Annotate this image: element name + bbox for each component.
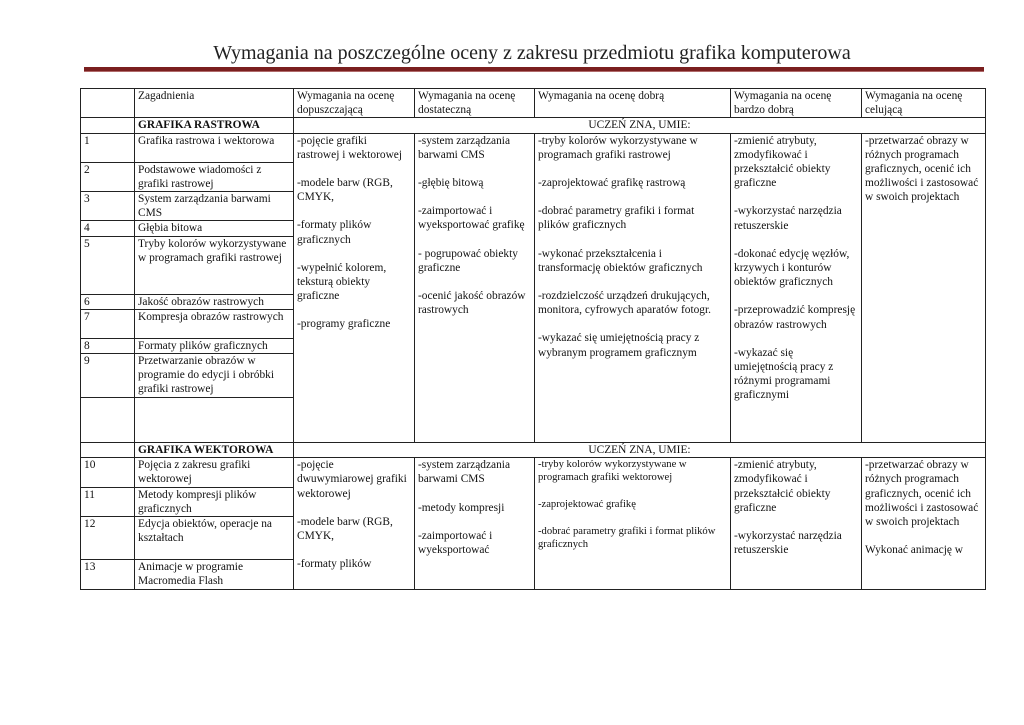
header-topic: Zagadnienia [135, 89, 294, 118]
topic-text: Kompresja obrazów rastrowych [135, 309, 294, 338]
requirement-item: -formaty plików [297, 558, 372, 571]
vector-grade-3-cell [415, 458, 535, 590]
requirement-item: -głębię bitową [418, 177, 484, 190]
empty-cell [135, 398, 294, 443]
requirement-item: -wykazać się umiejętnością pracy z wybranym programem graficznym [538, 332, 700, 359]
requirement-item: -modele barw (RGB, CMYK, [297, 177, 393, 204]
topic-text: Grafika rastrowa i wektorowa [135, 133, 294, 162]
header-grade-4: Wymagania na ocenę dobrą [535, 89, 731, 118]
table-row [81, 133, 986, 162]
topic-text: Edycja obiektów, operacje na kształtach [135, 517, 294, 560]
vector-grade-6-cell [862, 458, 986, 590]
section-subtitle-vector: UCZEŃ ZNA, UMIE: [294, 443, 986, 458]
requirement-item: -ocenić jakość obrazów rastrowych [418, 290, 526, 317]
table-row [81, 458, 986, 487]
requirement-item: -zaprojektować grafikę [538, 499, 636, 511]
raster-grade-3-cell [415, 133, 535, 442]
topic-number: 5 [81, 236, 135, 294]
requirement-item: -zaimportować i wyeksportować grafikę [418, 205, 525, 232]
section-title-vector: GRAFIKA WEKTOROWA [135, 443, 294, 458]
header-row [81, 89, 986, 118]
raster-grade-5-cell [731, 133, 862, 442]
requirement-item: -zmienić atrybuty, zmodyfikować i przekształcić obiekty graficzne [734, 459, 831, 514]
requirement-item: -system zarządzania barwami CMS [418, 134, 511, 161]
requirement-item: -wykonać przekształcenia i transformację obiektów graficznych [538, 247, 703, 274]
topic-number: 3 [81, 192, 135, 221]
vector-grade-4-cell [535, 458, 731, 590]
page-title: Wymagania na poszczególne oceny z zakresu przedmiotu grafika komputerowa [213, 42, 851, 64]
requirement-item: -przetwarzać obrazy w różnych programach graficznych, ocenić ich możliwości i zastosować w swoich projektach [865, 134, 979, 204]
requirement-item: -formaty plików graficznych [297, 219, 372, 246]
requirement-item: -dobrać parametry grafiki i format plików graficznych [538, 526, 716, 551]
section-row-vector [81, 443, 986, 458]
topic-number: 10 [81, 458, 135, 487]
requirement-item: -wykazać się umiejętnością pracy z różnymi programami graficznymi [734, 346, 834, 402]
section-subtitle-raster: UCZEŃ ZNA, UMIE: [294, 118, 986, 133]
title-divider [84, 67, 984, 72]
section-row-raster [81, 118, 986, 133]
requirement-item: -wykorzystać narzędzia retuszerskie [734, 530, 842, 557]
requirement-item: -system zarządzania barwami CMS [418, 459, 511, 486]
requirement-item: -dobrać parametry grafiki i format plików graficznych [538, 205, 695, 232]
topic-number: 9 [81, 354, 135, 398]
requirement-item: -modele barw (RGB, CMYK, [297, 515, 393, 543]
requirement-item: - pogrupować obiekty graficzne [418, 247, 518, 274]
requirement-item: -dokonać edycję węzłów, krzywych i konturów obiektów graficznych [734, 247, 850, 289]
raster-grade-6-cell [862, 133, 986, 442]
topic-text: System zarządzania barwami CMS [135, 192, 294, 221]
topic-number: 2 [81, 162, 135, 191]
section-title-raster: GRAFIKA RASTROWA [135, 118, 294, 133]
topic-text: Jakość obrazów rastrowych [135, 294, 294, 309]
topic-text: Formaty plików graficznych [135, 338, 294, 353]
raster-grade-4-cell [535, 133, 731, 442]
requirement-item: -metody kompresji [418, 501, 505, 514]
section-nr-cell [81, 118, 135, 133]
header-grade-2: Wymagania na ocenę dopuszczającą [294, 89, 415, 118]
topic-text: Tryby kolorów wykorzystywane w programach grafiki rastrowej [135, 236, 294, 294]
requirement-item: -rozdzielczość urządzeń drukujących, monitora, cyfrowych aparatów fotogr. [538, 290, 712, 317]
topic-number: 13 [81, 560, 135, 590]
requirements-table [80, 88, 986, 590]
header-grade-5: Wymagania na ocenę bardzo dobrą [731, 89, 862, 118]
requirement-item: -zaprojektować grafikę rastrową [538, 177, 686, 190]
raster-grade-2-cell [294, 133, 415, 442]
topic-number: 12 [81, 517, 135, 560]
topic-text: Głębia bitowa [135, 221, 294, 236]
requirement-item: -wykorzystać narzędzia retuszerskie [734, 205, 842, 232]
topic-number: 11 [81, 487, 135, 516]
section-nr-cell [81, 443, 135, 458]
requirement-item: -pojęcie grafiki rastrowej i wektorowej [297, 134, 403, 161]
requirement-item: -zmienić atrybuty, zmodyfikować i przekształcić obiekty graficzne [734, 134, 831, 190]
requirement-item: -zaimportować i wyeksportować [418, 529, 493, 557]
topic-text: Metody kompresji plików graficznych [135, 487, 294, 516]
empty-cell [81, 398, 135, 443]
header-grade-6: Wymagania na ocenę celującą [862, 89, 986, 118]
topic-number: 7 [81, 309, 135, 338]
requirement-item: -wypełnić kolorem, teksturą obiekty graficzne [297, 261, 387, 303]
requirement-item: Wykonać animację w [865, 544, 963, 557]
requirement-item: -tryby kolorów wykorzystywane w programach grafiki wektorowej [538, 459, 687, 484]
topic-number: 1 [81, 133, 135, 162]
topic-number: 8 [81, 338, 135, 353]
vector-grade-5-cell [731, 458, 862, 590]
topic-text: Pojęcia z zakresu grafiki wektorowej [135, 458, 294, 487]
header-grade-3: Wymagania na ocenę dostateczną [415, 89, 535, 118]
header-nr [81, 89, 135, 118]
topic-text: Podstawowe wiadomości z grafiki rastrowej [135, 162, 294, 191]
topic-text: Animacje w programie Macromedia Flash [135, 560, 294, 590]
requirement-item: -przetwarzać obrazy w różnych programach graficznych, ocenić ich możliwości i zastosować w swoich projektach [865, 459, 979, 529]
requirement-item: -tryby kolorów wykorzystywane w programach grafiki rastrowej [538, 134, 698, 161]
topic-number: 6 [81, 294, 135, 309]
requirement-item: -pojęcie dwuwymiarowej grafiki wektorowej [297, 459, 407, 500]
requirement-item: -programy graficzne [297, 318, 391, 331]
vector-grade-2-cell [294, 458, 415, 590]
topic-text: Przetwarzanie obrazów w programie do edycji i obróbki grafiki rastrowej [135, 354, 294, 398]
requirement-item: -przeprowadzić kompresję obrazów rastrowych [734, 304, 856, 331]
topic-number: 4 [81, 221, 135, 236]
